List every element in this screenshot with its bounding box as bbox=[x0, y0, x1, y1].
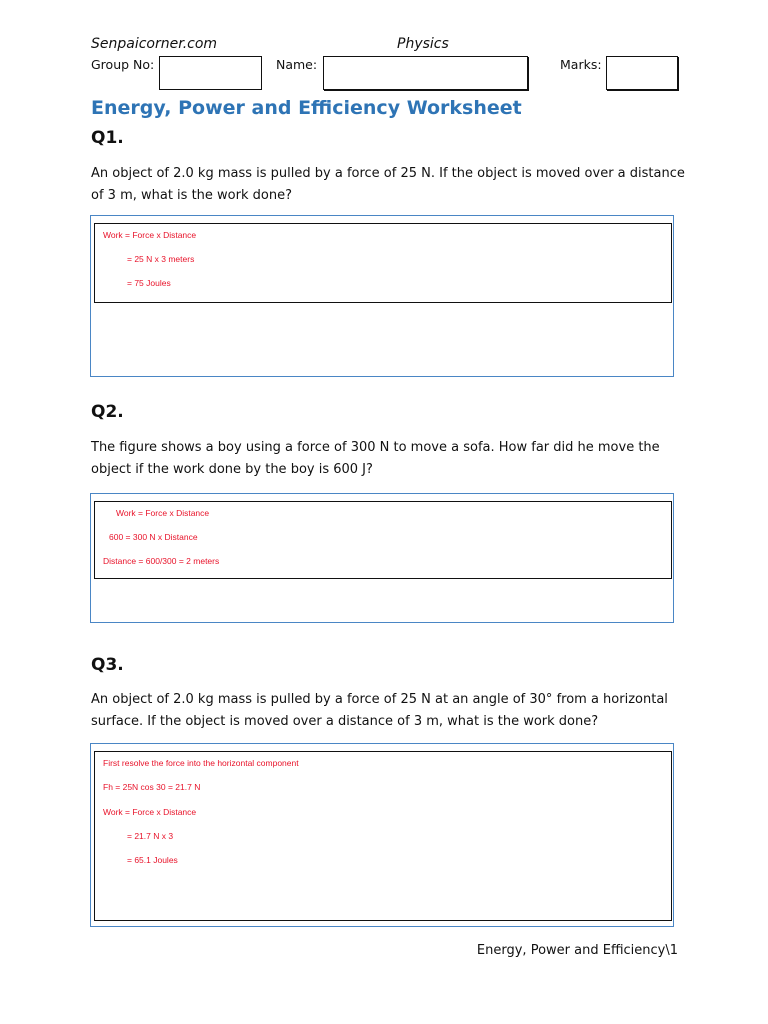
answer-1-line-2: = 25 N x 3 meters bbox=[127, 254, 195, 264]
marks-label: Marks: bbox=[560, 57, 602, 72]
question-1-label: Q1. bbox=[91, 128, 124, 148]
page-footer: Energy, Power and Efficiency\1 bbox=[476, 943, 678, 958]
site-name: Senpaicorner.com bbox=[91, 36, 218, 52]
answer-3-line-1: First resolve the force into the horizontal component bbox=[103, 758, 299, 768]
answer-box-2-inner bbox=[94, 501, 672, 579]
answer-3-line-5: = 65.1 Joules bbox=[127, 855, 178, 865]
answer-3-line-4: = 21.7 N x 3 bbox=[127, 831, 174, 841]
question-2-text: The figure shows a boy using a force of 300 N to move a sofa. How far did he move the object if the work done by the boy is 600 J? bbox=[91, 440, 660, 477]
question-3-label: Q3. bbox=[91, 655, 124, 675]
answer-box-1-inner bbox=[94, 223, 672, 303]
name-label: Name: bbox=[276, 57, 318, 72]
answer-box-3-inner bbox=[94, 751, 672, 921]
question-2-label: Q2. bbox=[91, 402, 124, 422]
group-label: Group No: bbox=[91, 57, 155, 72]
subject-name: Physics bbox=[397, 36, 449, 52]
group-field[interactable] bbox=[159, 56, 262, 90]
answer-2-line-1: Work = Force x Distance bbox=[116, 508, 210, 518]
answer-2-line-2: 600 = 300 N x Distance bbox=[109, 532, 198, 542]
marks-field[interactable] bbox=[606, 56, 678, 90]
question-1-text: An object of 2.0 kg mass is pulled by a force of 25 N. If the object is moved over a distance of 3 m, what is the work done? bbox=[91, 166, 685, 203]
worksheet-title: Energy, Power and Efficiency Worksheet bbox=[91, 97, 522, 119]
answer-2-line-3: Distance = 600/300 = 2 meters bbox=[103, 556, 220, 566]
question-3-text: An object of 2.0 kg mass is pulled by a force of 25 N at an angle of 30° from a horizontal surface. If the object is moved over a distance of 3 m, what is the work done? bbox=[91, 692, 668, 729]
answer-1-line-1: Work = Force x Distance bbox=[103, 230, 197, 240]
answer-1-line-3: = 75 Joules bbox=[127, 278, 171, 288]
answer-3-line-3: Work = Force x Distance bbox=[103, 807, 197, 817]
answer-3-line-2: Fh = 25N cos 30 = 21.7 N bbox=[103, 782, 201, 792]
name-field[interactable] bbox=[323, 56, 528, 90]
